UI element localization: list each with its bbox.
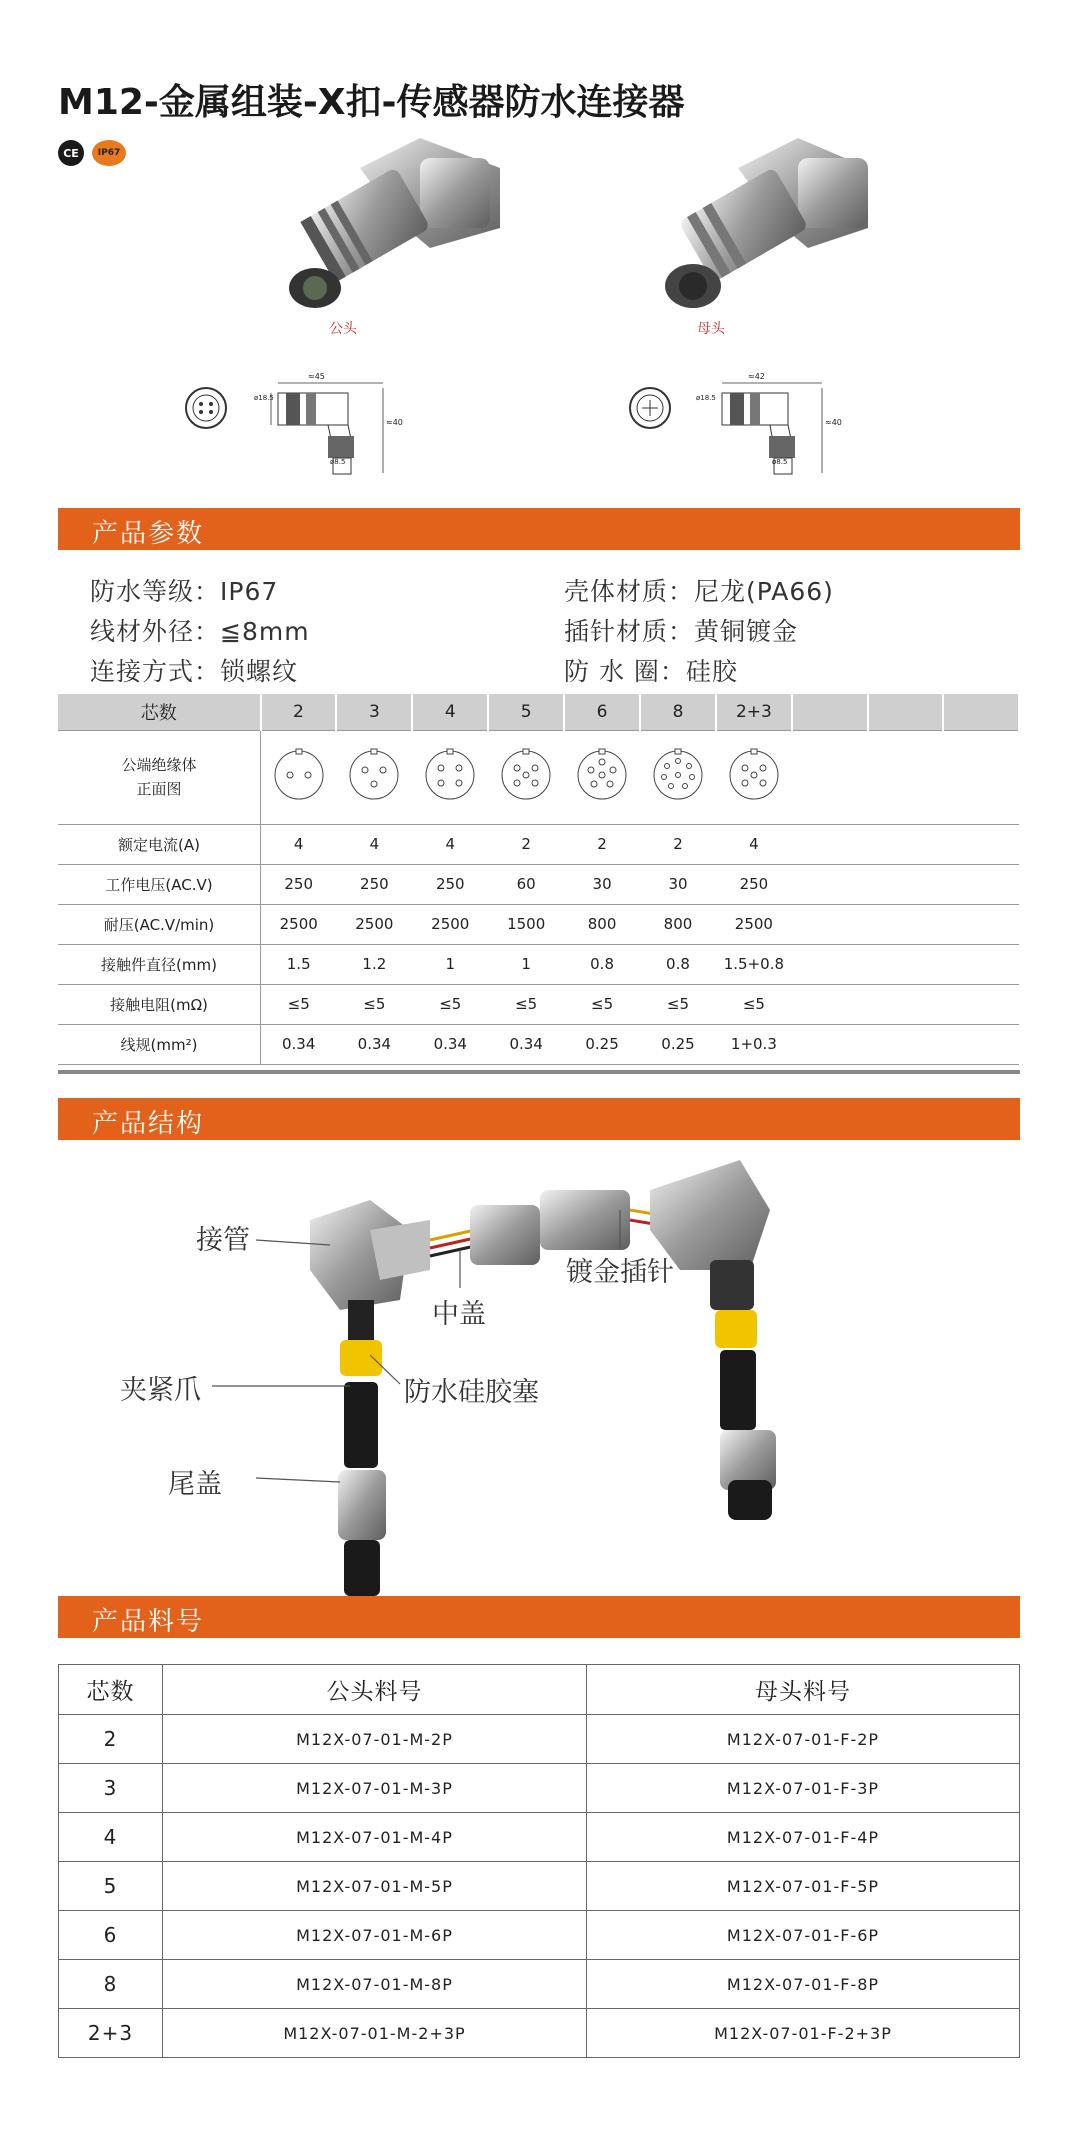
core-2: 2 (261, 694, 337, 730)
label-tail-cap: 尾盖 (168, 1469, 222, 1500)
spec-waterproof: 防水等级：IP67 (90, 577, 279, 606)
section-parts-title: 产品料号 (92, 1607, 205, 1637)
ce-mark-icon: CE (58, 140, 84, 166)
section-params-title: 产品参数 (92, 519, 205, 549)
label-clamp: 夹紧爪 (120, 1375, 201, 1406)
label-gold-pin: 镀金插针 (566, 1257, 674, 1288)
pin-diagram-3-icon (336, 730, 412, 824)
part-number-table (58, 1664, 1020, 2058)
spec-housing: 壳体材质：尼龙(PA66) (564, 577, 834, 606)
pin-diagram-2plus3-icon (716, 730, 792, 824)
section-params-bar (58, 508, 1020, 550)
param-row: 耐压(AC.V/min) 2500 2500 2500 1500 800 800 2500 (58, 904, 1019, 944)
spec-pin-material: 插针材质：黄铜镀金 (564, 617, 799, 646)
label-middle-cap: 中盖 (432, 1299, 486, 1330)
param-row-label: 接触件直径(mm) (58, 944, 261, 984)
pin-layout-row (58, 730, 1019, 824)
female-dimension-drawing (622, 368, 842, 480)
male-dim-width: ≈45 (308, 372, 325, 381)
spec-seal: 防 水 圈：硅胶 (564, 657, 738, 686)
param-header-label: 芯数 (58, 694, 261, 730)
pin-diagram-8-icon (640, 730, 716, 824)
section-structure-bar (58, 1098, 1020, 1140)
table-row: 2 M12X-07-01-M-2P M12X-07-01-F-2P (59, 1715, 1020, 1764)
female-connector-image (648, 128, 878, 308)
table-row: 6 M12X-07-01-M-6P M12X-07-01-F-6P (59, 1911, 1020, 1960)
param-row-label: 额定电流(A) (58, 824, 261, 864)
param-row: 额定电流(A) 4 4 4 2 2 2 4 (58, 824, 1019, 864)
table-row: 5 M12X-07-01-M-5P M12X-07-01-F-5P (59, 1862, 1020, 1911)
param-row: 线规(mm²) 0.34 0.34 0.34 0.34 0.25 0.25 1+0.3 (58, 1024, 1019, 1064)
param-row: 接触电阻(mΩ) ≤5 ≤5 ≤5 ≤5 ≤5 ≤5 ≤5 (58, 984, 1019, 1024)
table-row: 4 M12X-07-01-M-4P M12X-07-01-F-4P (59, 1813, 1020, 1862)
core-4: 4 (412, 694, 488, 730)
label-pipe: 接管 (196, 1225, 250, 1256)
param-row-label: 耐压(AC.V/min) (58, 904, 261, 944)
pin-diagram-4-icon (412, 730, 488, 824)
pin-diagram-6-icon (564, 730, 640, 824)
table-row: 3 M12X-07-01-M-3P M12X-07-01-F-3P (59, 1764, 1020, 1813)
page-title: M12-金属组装-X扣-传感器防水连接器 (58, 82, 685, 123)
core-empty (943, 694, 1019, 730)
female-dim-d1: ø18.5 (696, 394, 716, 402)
male-connector-image (270, 128, 510, 308)
param-row-label: 接触电阻(mΩ) (58, 984, 261, 1024)
param-table (58, 694, 1020, 1065)
param-header-row (58, 694, 1019, 730)
core-empty (792, 694, 868, 730)
param-table-bottom-rule (58, 1070, 1020, 1074)
female-dim-d3: ø8.5 (772, 458, 788, 466)
label-seal: 防水硅胶塞 (404, 1377, 539, 1408)
part-table-header (59, 1665, 1020, 1715)
male-dim-height: ≈40 (386, 418, 403, 427)
pin-row-label: 公端绝缘体 正面图 (58, 730, 261, 824)
core-empty (868, 694, 944, 730)
section-structure-title: 产品结构 (92, 1109, 205, 1139)
header-female-part: 母头料号 (587, 1665, 1020, 1715)
core-6: 6 (564, 694, 640, 730)
female-dim-width: ≈42 (748, 372, 765, 381)
core-3: 3 (336, 694, 412, 730)
core-5: 5 (488, 694, 564, 730)
ip67-badge-icon: IP67 (92, 140, 126, 166)
female-caption: 母头 (697, 321, 725, 337)
header-male-part: 公头料号 (163, 1665, 587, 1715)
param-row-label: 线规(mm²) (58, 1024, 261, 1064)
female-dim-height: ≈40 (825, 418, 842, 427)
male-dimension-drawing (178, 368, 408, 480)
pin-diagram-2-icon (261, 730, 337, 824)
table-row: 2+3 M12X-07-01-M-2+3P M12X-07-01-F-2+3P (59, 2009, 1020, 2058)
structure-leader-lines (0, 1160, 1080, 1500)
spec-cable-od: 线材外径：≦8mm (90, 617, 310, 646)
param-row: 工作电压(AC.V) 250 250 250 60 30 30 250 (58, 864, 1019, 904)
section-parts-bar (58, 1596, 1020, 1638)
pin-diagram-5-icon (488, 730, 564, 824)
male-caption: 公头 (329, 321, 357, 337)
male-dim-d3: ø8.5 (330, 458, 346, 466)
header-cores: 芯数 (59, 1665, 163, 1715)
param-row-label: 工作电压(AC.V) (58, 864, 261, 904)
table-row: 8 M12X-07-01-M-8P M12X-07-01-F-8P (59, 1960, 1020, 2009)
spec-connection: 连接方式：锁螺纹 (90, 657, 299, 686)
param-row: 接触件直径(mm) 1.5 1.2 1 1 0.8 0.8 1.5+0.8 (58, 944, 1019, 984)
core-8: 8 (640, 694, 716, 730)
core-2plus3: 2+3 (716, 694, 792, 730)
male-dim-d1: ø18.5 (254, 394, 274, 402)
